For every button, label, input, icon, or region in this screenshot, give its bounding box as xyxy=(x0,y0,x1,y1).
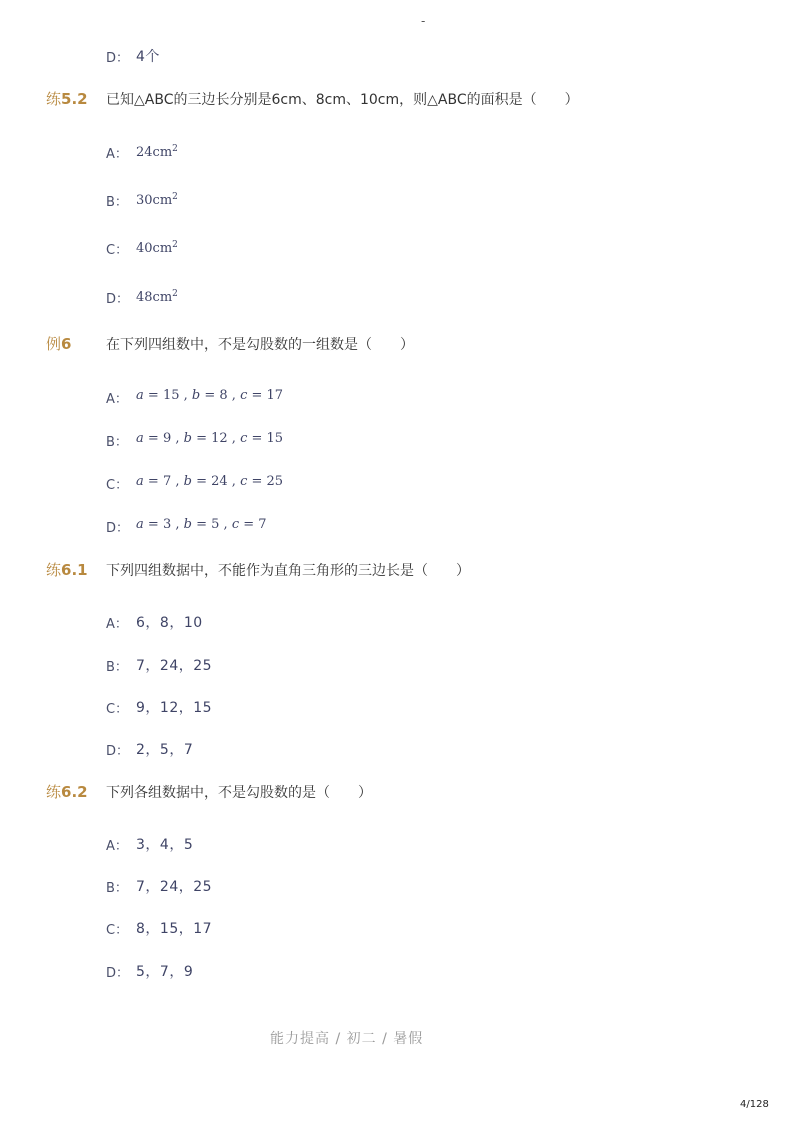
option-text: 4个 xyxy=(136,49,160,65)
option-text: a = 9 , b = 12 , c = 15 xyxy=(136,431,284,446)
option-text: a = 3 , b = 5 , c = 7 xyxy=(136,517,267,532)
question-label: 练5.2 xyxy=(46,90,88,108)
option-label: A： xyxy=(106,392,128,407)
option-label: C： xyxy=(106,478,129,493)
option-label: D： xyxy=(106,292,130,307)
option-text: $30cm^2$ xyxy=(136,192,178,208)
option-label: B： xyxy=(106,660,128,675)
option-label: B： xyxy=(106,195,128,210)
option-label: C： xyxy=(106,702,129,717)
option-text: 6，8，10 xyxy=(136,615,203,631)
page-number: 4/128 xyxy=(740,1099,769,1110)
option-text: 2，5，7 xyxy=(136,742,194,758)
option-text: 5，7，9 xyxy=(136,964,194,980)
option-label: D： xyxy=(106,51,130,66)
question-text: 下列各组数据中，不是勾股数的是（ ） xyxy=(106,785,372,801)
option-label: B： xyxy=(106,435,128,450)
option-text: 7，24，25 xyxy=(136,658,213,674)
page-footer: 能力提高 / 初二 / 暑假 xyxy=(270,1031,424,1047)
question-label: 例6 xyxy=(46,335,72,353)
option-label: A： xyxy=(106,617,128,632)
option-text: 9，12，15 xyxy=(136,700,213,716)
option-label: B： xyxy=(106,881,128,896)
option-label: D： xyxy=(106,966,130,981)
option-text: a = 7 , b = 24 , c = 25 xyxy=(136,474,284,489)
question-text: 在下列四组数中，不是勾股数的一组数是（ ） xyxy=(106,337,414,353)
option-label: D： xyxy=(106,521,130,536)
option-label: A： xyxy=(106,839,128,854)
question-text: 已知△ABC的三边长分别是6cm、8cm、10cm，则△ABC的面积是（ ） xyxy=(106,92,579,108)
option-label: C： xyxy=(106,923,129,938)
option-label: A： xyxy=(106,147,128,162)
option-text: a = 15 , b = 8 , c = 17 xyxy=(136,388,284,403)
option-text: $24cm^2$ xyxy=(136,144,178,160)
option-text: 8，15，17 xyxy=(136,921,213,937)
option-text: $40cm^2$ xyxy=(136,240,178,256)
question-label: 练6.1 xyxy=(46,561,88,579)
option-label: D： xyxy=(106,744,130,759)
option-text: 3，4，5 xyxy=(136,837,194,853)
option-label: C： xyxy=(106,243,129,258)
option-text: $48cm^2$ xyxy=(136,289,178,305)
top-dash: - xyxy=(421,14,426,28)
option-text: 7，24，25 xyxy=(136,879,213,895)
question-label: 练6.2 xyxy=(46,783,88,801)
question-text: 下列四组数据中，不能作为直角三角形的三边长是（ ） xyxy=(106,563,470,579)
